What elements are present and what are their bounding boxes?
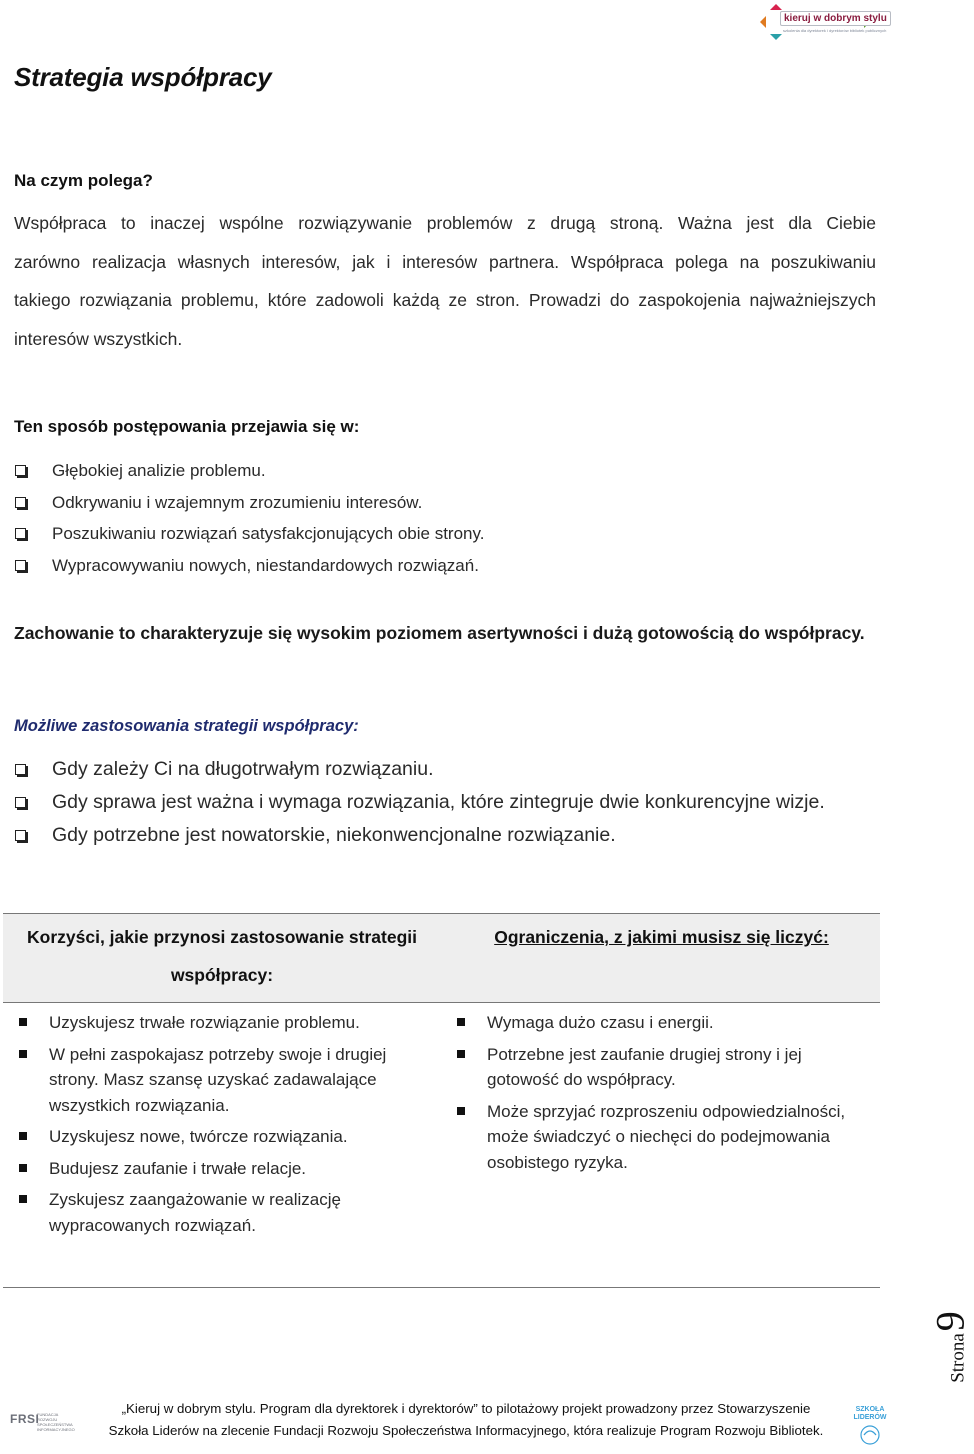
square-bullet-icon xyxy=(19,1164,27,1172)
square-bullet-icon xyxy=(19,1018,27,1026)
square-bullet-icon xyxy=(457,1107,465,1115)
applications-list xyxy=(14,755,876,854)
list-item-text: W pełni zaspokajasz potrzeby swoje i drugiej strony. Masz szansę uzyskać zadawalające wszystkich rozwiązania. xyxy=(49,1044,387,1115)
page-label: Strona xyxy=(947,1333,969,1383)
limitations-header-text: Ograniczenia, z jakimi musisz się liczyć: xyxy=(494,927,829,947)
manifest-list xyxy=(14,459,876,585)
footer-line: Szkoła Liderów na zlecenie Fundacji Rozwoju Społeczeństwa Informacyjnego, która realizuje Program Rozwoju Bibliotek. xyxy=(108,1423,824,1438)
list-item xyxy=(10,1124,420,1150)
logo-subtitle: szkolenia dla dyrektorek i dyrektorów bibliotek publicznych xyxy=(783,28,887,33)
list-item xyxy=(10,1156,420,1182)
page-number xyxy=(927,1306,973,1388)
list-item-text: Gdy sprawa jest ważna i wymaga rozwiązania, które zintegruje dwie konkurencyjne wizje. xyxy=(52,791,825,813)
list-item-text: Głębokiej analizie problemu. xyxy=(52,461,266,480)
list-item xyxy=(14,821,876,849)
list-item xyxy=(448,1099,873,1176)
footer-line: „Kieruj w dobrym stylu. Program dla dyrektorek i dyrektorów” to pilotażowy projekt prowadzony przez Stowarzyszenie xyxy=(121,1401,811,1416)
checkbox-bullet-icon xyxy=(15,797,26,808)
list-item-text: Wymaga dużo czasu i energii. xyxy=(487,1013,714,1032)
frsi-logo-subtext: FUNDACJA ROZWOJU SPOŁECZEŃSTWA INFORMACYJNEGO xyxy=(37,1412,75,1432)
page-title: Strategia współpracy xyxy=(14,62,272,92)
list-item xyxy=(14,554,876,586)
list-item-text: Uzyskujesz nowe, twórcze rozwiązania. xyxy=(49,1127,348,1146)
page-number-value: 9 xyxy=(927,1311,973,1332)
square-bullet-icon xyxy=(457,1050,465,1058)
square-bullet-icon xyxy=(19,1132,27,1140)
list-item xyxy=(10,1187,420,1238)
list-item-text: Gdy zależy Ci na długotrwałym rozwiązaniu. xyxy=(52,758,434,780)
benefits-header-line: Korzyści, jakie przynosi zastosowanie strategii xyxy=(27,927,417,947)
list-item-text: Zyskujesz zaangażowanie w realizację wypracowanych rozwiązań. xyxy=(49,1190,341,1235)
paragraph-line: interesów wszystkich. xyxy=(14,328,183,349)
list-item xyxy=(14,491,876,523)
list-item xyxy=(448,1010,873,1036)
list-item-text: Wypracowywaniu nowych, niestandardowych rozwiązań. xyxy=(52,555,479,575)
checkbox-bullet-icon xyxy=(15,497,26,508)
paragraph-line: takiego rozwiązania problemu, które zadowoli każdą ze stron. Prowadzi do zaspokojenia najważniejszych xyxy=(14,290,876,310)
benefits-list xyxy=(10,1010,420,1244)
list-item xyxy=(14,788,876,816)
list-item xyxy=(14,755,876,783)
list-item-text: Może sprzyjać rozproszeniu odpowiedzialności, może świadczyć o niechęci do podejmowania osobistego ryzyka. xyxy=(487,1101,846,1172)
frsi-logo-text: FRSI xyxy=(10,1412,40,1426)
checkbox-bullet-icon xyxy=(15,830,26,841)
table-header xyxy=(3,913,880,1003)
benefits-header xyxy=(23,918,421,994)
list-item xyxy=(448,1042,873,1093)
szkola-liderow-emblem-icon xyxy=(850,1405,890,1447)
benefits-header-line: współpracy: xyxy=(170,965,274,985)
table-bottom-rule xyxy=(3,1287,880,1288)
square-bullet-icon xyxy=(19,1050,27,1058)
list-item-text: Poszukiwaniu rozwiązań satysfakcjonujących obie strony. xyxy=(52,524,485,543)
list-item-text: Gdy potrzebne jest nowatorskie, niekonwencjonalne rozwiązanie. xyxy=(52,824,616,846)
benefits-limitations-table xyxy=(3,913,880,1003)
checkbox-bullet-icon xyxy=(15,528,26,539)
list-item xyxy=(14,459,876,491)
list-item-text: Budujesz zaufanie i trwałe relacje. xyxy=(49,1158,307,1178)
list-item-text: Uzyskujesz trwałe rozwiązanie problemu. xyxy=(49,1013,360,1032)
checkbox-bullet-icon xyxy=(15,764,26,775)
list-item-text: Odkrywaniu i wzajemnym zrozumieniu interesów. xyxy=(52,492,423,512)
checkbox-bullet-icon xyxy=(15,465,26,476)
footer-note xyxy=(93,1398,839,1442)
checkbox-bullet-icon xyxy=(15,560,26,571)
list-item xyxy=(14,522,876,554)
frsi-logo xyxy=(10,1410,76,1440)
kieruj-logo xyxy=(758,2,887,42)
list-item xyxy=(10,1042,420,1119)
list-item xyxy=(10,1010,420,1036)
section-heading-applications: Możliwe zastosowania strategii współpracy: xyxy=(14,717,359,735)
section-heading-manifests: Ten sposób postępowania przejawia się w: xyxy=(14,417,360,436)
limitations-list xyxy=(448,1010,873,1181)
paragraph-line: Współpraca to inaczej wspólne rozwiązywanie problemów z drugą stroną. Ważna jest dla Ciebie xyxy=(14,213,876,233)
intro-paragraph xyxy=(14,204,876,358)
szkola-liderow-logo-text: SZKOŁA LIDERÓW xyxy=(853,1406,887,1421)
square-bullet-icon xyxy=(457,1018,465,1026)
section-heading-what: Na czym polega? xyxy=(14,171,153,190)
square-bullet-icon xyxy=(19,1195,27,1203)
limitations-header xyxy=(443,918,880,956)
logo-title: kieruj w dobrym stylu xyxy=(780,11,891,26)
paragraph-line: zarówno realizacja własnych interesów, jak i interesów partnera. Współpraca polega na poszukiwaniu xyxy=(14,251,876,272)
list-item-text: Potrzebne jest zaufanie drugiej strony i jej gotowość do współpracy. xyxy=(487,1044,802,1089)
behavior-summary: Zachowanie to charakteryzuje się wysokim poziomem asertywności i dużą gotowością do współpracy. xyxy=(14,623,865,643)
szkola-liderow-logo xyxy=(850,1405,890,1447)
